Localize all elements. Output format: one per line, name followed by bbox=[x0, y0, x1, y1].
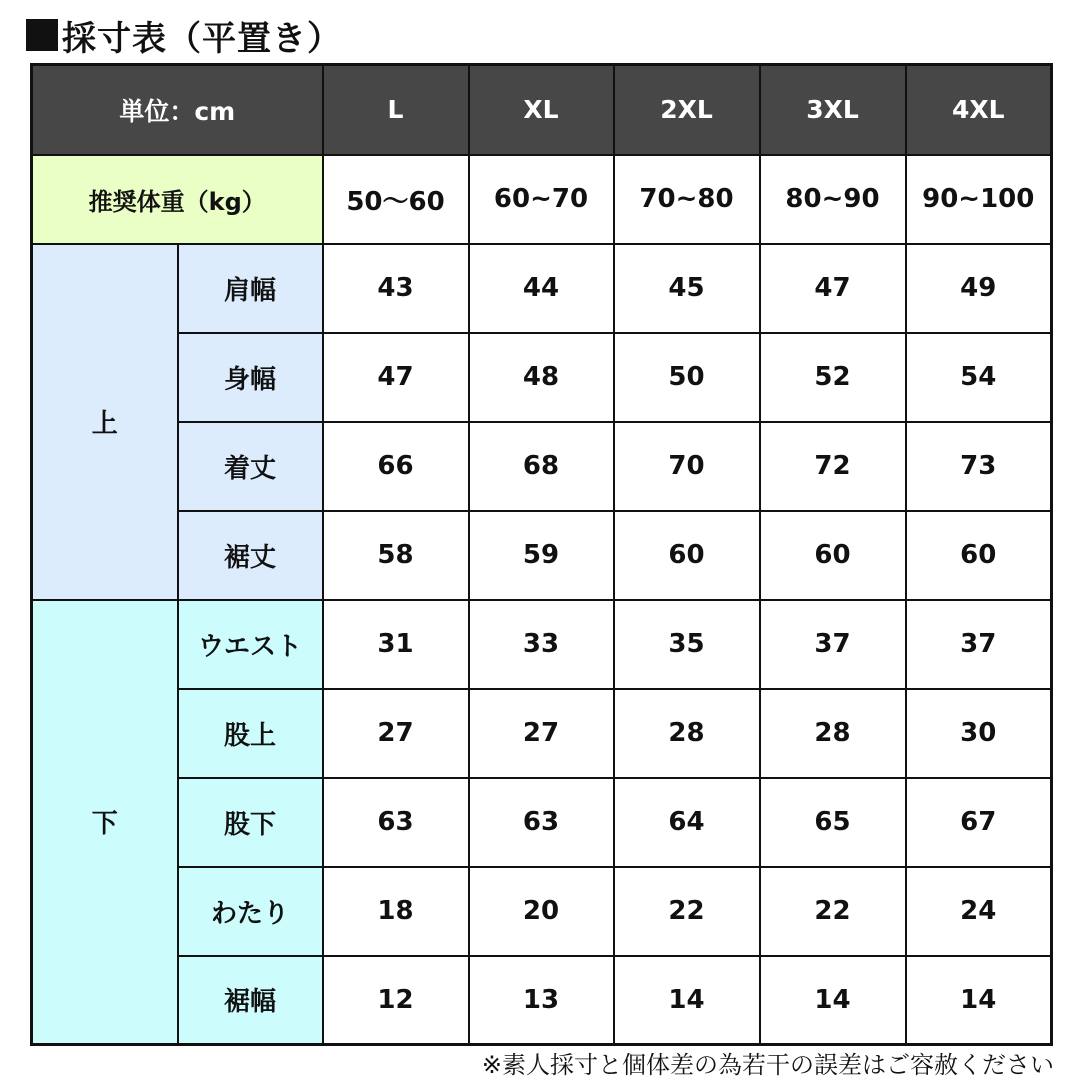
black-square-icon bbox=[26, 19, 58, 51]
weight-value: 60~70 bbox=[469, 155, 614, 244]
table-row bbox=[32, 511, 1052, 600]
measurement-value: 27 bbox=[469, 689, 614, 778]
measurement-value: 63 bbox=[323, 778, 469, 867]
unit-label: 単位：cm bbox=[32, 65, 323, 155]
bottom-group-label: 下 bbox=[32, 600, 178, 1045]
measurement-value: 28 bbox=[614, 689, 760, 778]
measurement-value: 49 bbox=[906, 244, 1052, 333]
measurement-value: 30 bbox=[906, 689, 1052, 778]
measurement-value: 27 bbox=[323, 689, 469, 778]
measurement-label: 裾丈 bbox=[178, 511, 323, 600]
table-row bbox=[32, 956, 1052, 1045]
measurement-value: 43 bbox=[323, 244, 469, 333]
measurement-value: 22 bbox=[614, 867, 760, 956]
weight-value: 80~90 bbox=[760, 155, 906, 244]
measurement-value: 66 bbox=[323, 422, 469, 511]
page-title-text: 採寸表（平置き） bbox=[62, 18, 342, 59]
measurement-label: 股上 bbox=[178, 689, 323, 778]
measurement-value: 50 bbox=[614, 333, 760, 422]
size-header: 4XL bbox=[906, 65, 1052, 155]
measurement-label: 身幅 bbox=[178, 333, 323, 422]
page-title bbox=[26, 10, 342, 60]
footnote: ※素人採寸と個体差の為若干の誤差はご容赦ください bbox=[481, 1050, 1054, 1079]
measurement-label: ウエスト bbox=[178, 600, 323, 689]
table-row bbox=[32, 689, 1052, 778]
measurement-value: 24 bbox=[906, 867, 1052, 956]
measurement-label: 肩幅 bbox=[178, 244, 323, 333]
measurement-value: 72 bbox=[760, 422, 906, 511]
measurement-value: 60 bbox=[906, 511, 1052, 600]
measurement-value: 59 bbox=[469, 511, 614, 600]
measurement-value: 35 bbox=[614, 600, 760, 689]
measurement-value: 58 bbox=[323, 511, 469, 600]
measurement-label: わたり bbox=[178, 867, 323, 956]
measurement-value: 14 bbox=[614, 956, 760, 1045]
measurement-value: 31 bbox=[323, 600, 469, 689]
measurement-value: 54 bbox=[906, 333, 1052, 422]
measurement-value: 12 bbox=[323, 956, 469, 1045]
size-chart-table bbox=[30, 63, 1053, 1046]
measurement-value: 37 bbox=[906, 600, 1052, 689]
measurement-value: 44 bbox=[469, 244, 614, 333]
measurement-value: 33 bbox=[469, 600, 614, 689]
measurement-value: 14 bbox=[906, 956, 1052, 1045]
table-row bbox=[32, 333, 1052, 422]
recommended-weight-row bbox=[32, 155, 1052, 244]
measurement-value: 13 bbox=[469, 956, 614, 1045]
measurement-value: 47 bbox=[760, 244, 906, 333]
measurement-value: 67 bbox=[906, 778, 1052, 867]
measurement-value: 60 bbox=[760, 511, 906, 600]
size-header: 2XL bbox=[614, 65, 760, 155]
measurement-value: 37 bbox=[760, 600, 906, 689]
table-row bbox=[32, 778, 1052, 867]
size-header: L bbox=[323, 65, 469, 155]
measurement-label: 裾幅 bbox=[178, 956, 323, 1045]
measurement-value: 52 bbox=[760, 333, 906, 422]
measurement-value: 63 bbox=[469, 778, 614, 867]
measurement-value: 22 bbox=[760, 867, 906, 956]
header-row bbox=[32, 65, 1052, 155]
top-group-label: 上 bbox=[32, 244, 178, 600]
recommended-weight-label: 推奨体重（kg） bbox=[32, 155, 323, 244]
measurement-value: 68 bbox=[469, 422, 614, 511]
measurement-value: 45 bbox=[614, 244, 760, 333]
measurement-value: 18 bbox=[323, 867, 469, 956]
measurement-value: 73 bbox=[906, 422, 1052, 511]
measurement-label: 着丈 bbox=[178, 422, 323, 511]
measurement-label: 股下 bbox=[178, 778, 323, 867]
size-header: 3XL bbox=[760, 65, 906, 155]
table-row bbox=[32, 422, 1052, 511]
table-row bbox=[32, 600, 1052, 689]
measurement-value: 60 bbox=[614, 511, 760, 600]
measurement-value: 20 bbox=[469, 867, 614, 956]
table-row bbox=[32, 244, 1052, 333]
measurement-value: 70 bbox=[614, 422, 760, 511]
measurement-value: 14 bbox=[760, 956, 906, 1045]
weight-value: 70~80 bbox=[614, 155, 760, 244]
measurement-value: 47 bbox=[323, 333, 469, 422]
measurement-value: 65 bbox=[760, 778, 906, 867]
measurement-value: 28 bbox=[760, 689, 906, 778]
measurement-value: 48 bbox=[469, 333, 614, 422]
table-row bbox=[32, 867, 1052, 956]
weight-value: 50〜60 bbox=[323, 155, 469, 244]
weight-value: 90~100 bbox=[906, 155, 1052, 244]
size-header: XL bbox=[469, 65, 614, 155]
measurement-value: 64 bbox=[614, 778, 760, 867]
